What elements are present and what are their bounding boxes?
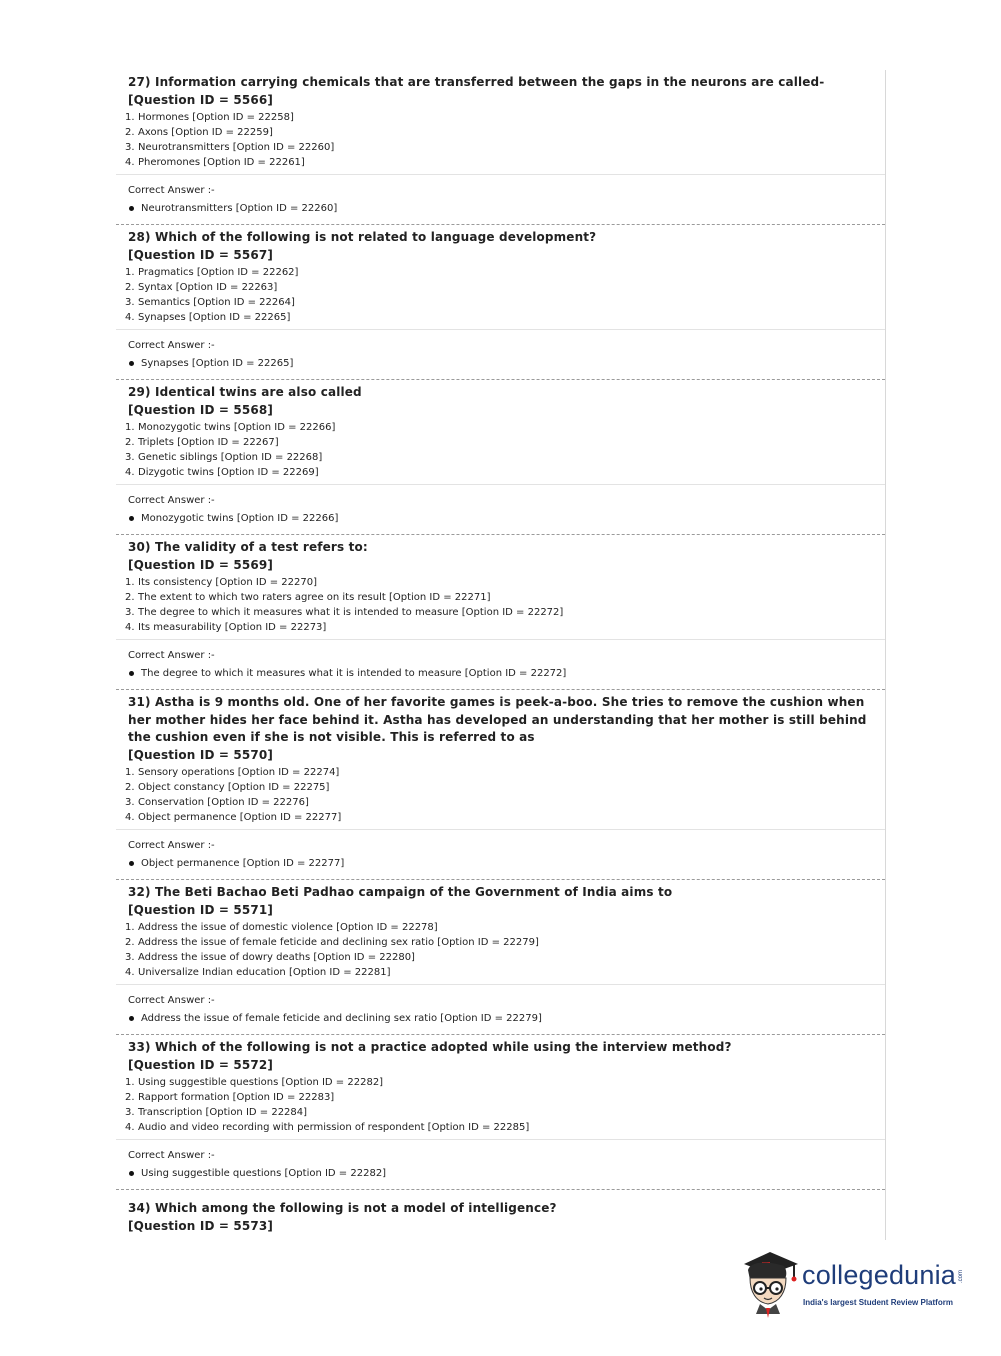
option-item bbox=[125, 965, 875, 980]
option-number: 2. bbox=[125, 437, 135, 448]
question-text: 29) Identical twins are also called bbox=[128, 385, 362, 399]
option-item bbox=[125, 935, 875, 950]
option-number: 3. bbox=[125, 607, 135, 618]
question-block bbox=[116, 1035, 885, 1190]
correct-answer bbox=[128, 856, 875, 871]
correct-answer-section bbox=[116, 829, 885, 879]
correct-answer bbox=[128, 201, 875, 216]
correct-answer-text: Using suggestible questions [Option ID = 22282] bbox=[141, 1168, 387, 1179]
option-number: 2. bbox=[125, 282, 135, 293]
option-text: Universalize Indian education [Option ID = 22281] bbox=[138, 967, 391, 978]
option-number: 2. bbox=[125, 592, 135, 603]
option-text: Address the issue of dowry deaths [Option ID = 22280] bbox=[138, 952, 415, 963]
question-paper bbox=[116, 70, 886, 1240]
option-text: Transcription [Option ID = 22284] bbox=[138, 1107, 308, 1118]
question-block bbox=[116, 225, 885, 380]
question-body bbox=[116, 380, 885, 484]
option-item bbox=[125, 465, 875, 480]
option-number: 2. bbox=[125, 1092, 135, 1103]
option-item bbox=[125, 110, 875, 125]
option-number: 4. bbox=[125, 622, 135, 633]
question-block bbox=[116, 690, 885, 880]
correct-answer-text: Monozygotic twins [Option ID = 22266] bbox=[141, 513, 339, 524]
option-item bbox=[125, 620, 875, 635]
question-text: 32) The Beti Bachao Beti Padhao campaign of the Government of India aims to bbox=[128, 885, 673, 899]
option-list bbox=[125, 265, 875, 325]
option-list bbox=[125, 110, 875, 170]
option-list bbox=[125, 420, 875, 480]
option-text: Its consistency [Option ID = 22270] bbox=[138, 577, 317, 588]
option-number: 4. bbox=[125, 312, 135, 323]
question-id: [Question ID = 5568] bbox=[128, 402, 274, 417]
correct-answer-label: Correct Answer :- bbox=[128, 650, 215, 661]
option-number: 3. bbox=[125, 142, 135, 153]
question-body bbox=[116, 1190, 885, 1240]
mascot-icon bbox=[740, 1248, 802, 1320]
option-item bbox=[125, 125, 875, 140]
option-list bbox=[125, 920, 875, 980]
question-id: [Question ID = 5567] bbox=[128, 247, 274, 262]
correct-answer bbox=[128, 666, 875, 681]
question-id: [Question ID = 5573] bbox=[128, 1218, 274, 1233]
option-text: Dizygotic twins [Option ID = 22269] bbox=[138, 467, 319, 478]
question-text: 34) Which among the following is not a model of intelligence? bbox=[128, 1201, 557, 1215]
correct-answer bbox=[128, 356, 875, 371]
question-text: 28) Which of the following is not related to language development? bbox=[128, 230, 597, 244]
question-body bbox=[116, 880, 885, 984]
correct-answer-section bbox=[116, 174, 885, 224]
question-id: [Question ID = 5571] bbox=[128, 902, 274, 917]
option-number: 4. bbox=[125, 812, 135, 823]
option-number: 1. bbox=[125, 422, 135, 433]
option-text: Pragmatics [Option ID = 22262] bbox=[138, 267, 299, 278]
option-number: 3. bbox=[125, 797, 135, 808]
option-text: The extent to which two raters agree on its result [Option ID = 22271] bbox=[138, 592, 491, 603]
correct-answer-text: Address the issue of female feticide and declining sex ratio [Option ID = 22279] bbox=[141, 1013, 542, 1024]
correct-answer-text: Synapses [Option ID = 22265] bbox=[141, 358, 294, 369]
question-body bbox=[116, 1035, 885, 1139]
question-id: [Question ID = 5569] bbox=[128, 557, 274, 572]
correct-answer-section bbox=[116, 1139, 885, 1189]
bullet-icon bbox=[129, 1016, 134, 1021]
option-number: 4. bbox=[125, 1122, 135, 1133]
correct-answer-section bbox=[116, 639, 885, 689]
option-number: 4. bbox=[125, 157, 135, 168]
option-number: 1. bbox=[125, 112, 135, 123]
bullet-icon bbox=[129, 361, 134, 366]
option-item bbox=[125, 590, 875, 605]
option-number: 1. bbox=[125, 767, 135, 778]
option-text: Syntax [Option ID = 22263] bbox=[138, 282, 278, 293]
option-number: 1. bbox=[125, 577, 135, 588]
question-body bbox=[116, 690, 885, 829]
option-text: Monozygotic twins [Option ID = 22266] bbox=[138, 422, 336, 433]
option-item bbox=[125, 605, 875, 620]
option-number: 3. bbox=[125, 297, 135, 308]
option-text: Neurotransmitters [Option ID = 22260] bbox=[138, 142, 335, 153]
option-text: Genetic siblings [Option ID = 22268] bbox=[138, 452, 323, 463]
option-text: Semantics [Option ID = 22264] bbox=[138, 297, 295, 308]
correct-answer-text: The degree to which it measures what it is intended to measure [Option ID = 22272] bbox=[141, 668, 567, 679]
correct-answer-label: Correct Answer :- bbox=[128, 995, 215, 1006]
logo-tagline: India's largest Student Review Platform bbox=[803, 1298, 953, 1307]
question-text: 27) Information carrying chemicals that are transferred between the gaps in the neurons are called- bbox=[128, 75, 825, 89]
question-block bbox=[116, 535, 885, 690]
option-list bbox=[125, 575, 875, 635]
question-id: [Question ID = 5566] bbox=[128, 92, 274, 107]
option-text: Its measurability [Option ID = 22273] bbox=[138, 622, 327, 633]
correct-answer bbox=[128, 511, 875, 526]
bullet-icon bbox=[129, 671, 134, 676]
option-text: Pheromones [Option ID = 22261] bbox=[138, 157, 305, 168]
option-list bbox=[125, 1075, 875, 1135]
question-block bbox=[116, 380, 885, 535]
option-list bbox=[125, 765, 875, 825]
collegedunia-logo bbox=[740, 1248, 970, 1320]
question-text: 33) Which of the following is not a practice adopted while using the interview method? bbox=[128, 1040, 732, 1054]
option-text: Triplets [Option ID = 22267] bbox=[138, 437, 279, 448]
question-text: 31) Astha is 9 months old. One of her favorite games is peek-a-boo. She tries to remove the cushion when her mother hides her face behind it. Astha has developed an understanding that her mother is still behind the cushion even if she is not visible. This is referred to as bbox=[128, 695, 867, 744]
option-item bbox=[125, 795, 875, 810]
option-item bbox=[125, 155, 875, 170]
correct-answer-section bbox=[116, 984, 885, 1034]
option-number: 4. bbox=[125, 467, 135, 478]
option-text: Object constancy [Option ID = 22275] bbox=[138, 782, 330, 793]
correct-answer bbox=[128, 1166, 875, 1181]
correct-answer bbox=[128, 1011, 875, 1026]
option-item bbox=[125, 920, 875, 935]
option-text: Audio and video recording with permission of respondent [Option ID = 22285] bbox=[138, 1122, 530, 1133]
correct-answer-section bbox=[116, 484, 885, 534]
option-text: Object permanence [Option ID = 22277] bbox=[138, 812, 342, 823]
option-item bbox=[125, 420, 875, 435]
option-item bbox=[125, 435, 875, 450]
bullet-icon bbox=[129, 1171, 134, 1176]
question-text: 30) The validity of a test refers to: bbox=[128, 540, 368, 554]
option-item bbox=[125, 810, 875, 825]
option-item bbox=[125, 140, 875, 155]
logo-domain: .com bbox=[958, 1270, 964, 1284]
option-item bbox=[125, 280, 875, 295]
option-item bbox=[125, 1090, 875, 1105]
question-body bbox=[116, 535, 885, 639]
bullet-icon bbox=[129, 516, 134, 521]
option-text: Axons [Option ID = 22259] bbox=[138, 127, 273, 138]
option-item bbox=[125, 780, 875, 795]
option-item bbox=[125, 1120, 875, 1135]
option-number: 4. bbox=[125, 967, 135, 978]
question-body bbox=[116, 70, 885, 174]
option-number: 1. bbox=[125, 267, 135, 278]
correct-answer-label: Correct Answer :- bbox=[128, 340, 215, 351]
option-item bbox=[125, 1105, 875, 1120]
option-item bbox=[125, 295, 875, 310]
option-number: 2. bbox=[125, 127, 135, 138]
question-block bbox=[116, 880, 885, 1035]
correct-answer-label: Correct Answer :- bbox=[128, 185, 215, 196]
option-number: 2. bbox=[125, 782, 135, 793]
option-text: Conservation [Option ID = 22276] bbox=[138, 797, 309, 808]
logo-wordmark: collegedunia bbox=[802, 1260, 957, 1290]
option-number: 3. bbox=[125, 1107, 135, 1118]
option-text: Address the issue of female feticide and declining sex ratio [Option ID = 22279] bbox=[138, 937, 539, 948]
option-number: 3. bbox=[125, 452, 135, 463]
option-item bbox=[125, 450, 875, 465]
correct-answer-label: Correct Answer :- bbox=[128, 495, 215, 506]
option-item bbox=[125, 575, 875, 590]
option-item bbox=[125, 1075, 875, 1090]
correct-answer-label: Correct Answer :- bbox=[128, 840, 215, 851]
option-text: Using suggestible questions [Option ID = 22282] bbox=[138, 1077, 384, 1088]
option-text: Synapses [Option ID = 22265] bbox=[138, 312, 291, 323]
bullet-icon bbox=[129, 861, 134, 866]
option-number: 3. bbox=[125, 952, 135, 963]
option-item bbox=[125, 265, 875, 280]
option-number: 2. bbox=[125, 937, 135, 948]
option-number: 1. bbox=[125, 1077, 135, 1088]
option-text: Address the issue of domestic violence [Option ID = 22278] bbox=[138, 922, 438, 933]
question-block bbox=[116, 70, 885, 225]
question-id: [Question ID = 5570] bbox=[128, 747, 274, 762]
correct-answer-text: Neurotransmitters [Option ID = 22260] bbox=[141, 203, 338, 214]
correct-answer-text: Object permanence [Option ID = 22277] bbox=[141, 858, 345, 869]
option-text: Rapport formation [Option ID = 22283] bbox=[138, 1092, 335, 1103]
question-id: [Question ID = 5572] bbox=[128, 1057, 274, 1072]
option-item bbox=[125, 950, 875, 965]
option-number: 1. bbox=[125, 922, 135, 933]
question-body bbox=[116, 225, 885, 329]
option-item bbox=[125, 765, 875, 780]
option-text: The degree to which it measures what it is intended to measure [Option ID = 22272] bbox=[138, 607, 564, 618]
bullet-icon bbox=[129, 206, 134, 211]
correct-answer-section bbox=[116, 329, 885, 379]
option-text: Hormones [Option ID = 22258] bbox=[138, 112, 294, 123]
option-item bbox=[125, 310, 875, 325]
option-text: Sensory operations [Option ID = 22274] bbox=[138, 767, 340, 778]
correct-answer-label: Correct Answer :- bbox=[128, 1150, 215, 1161]
